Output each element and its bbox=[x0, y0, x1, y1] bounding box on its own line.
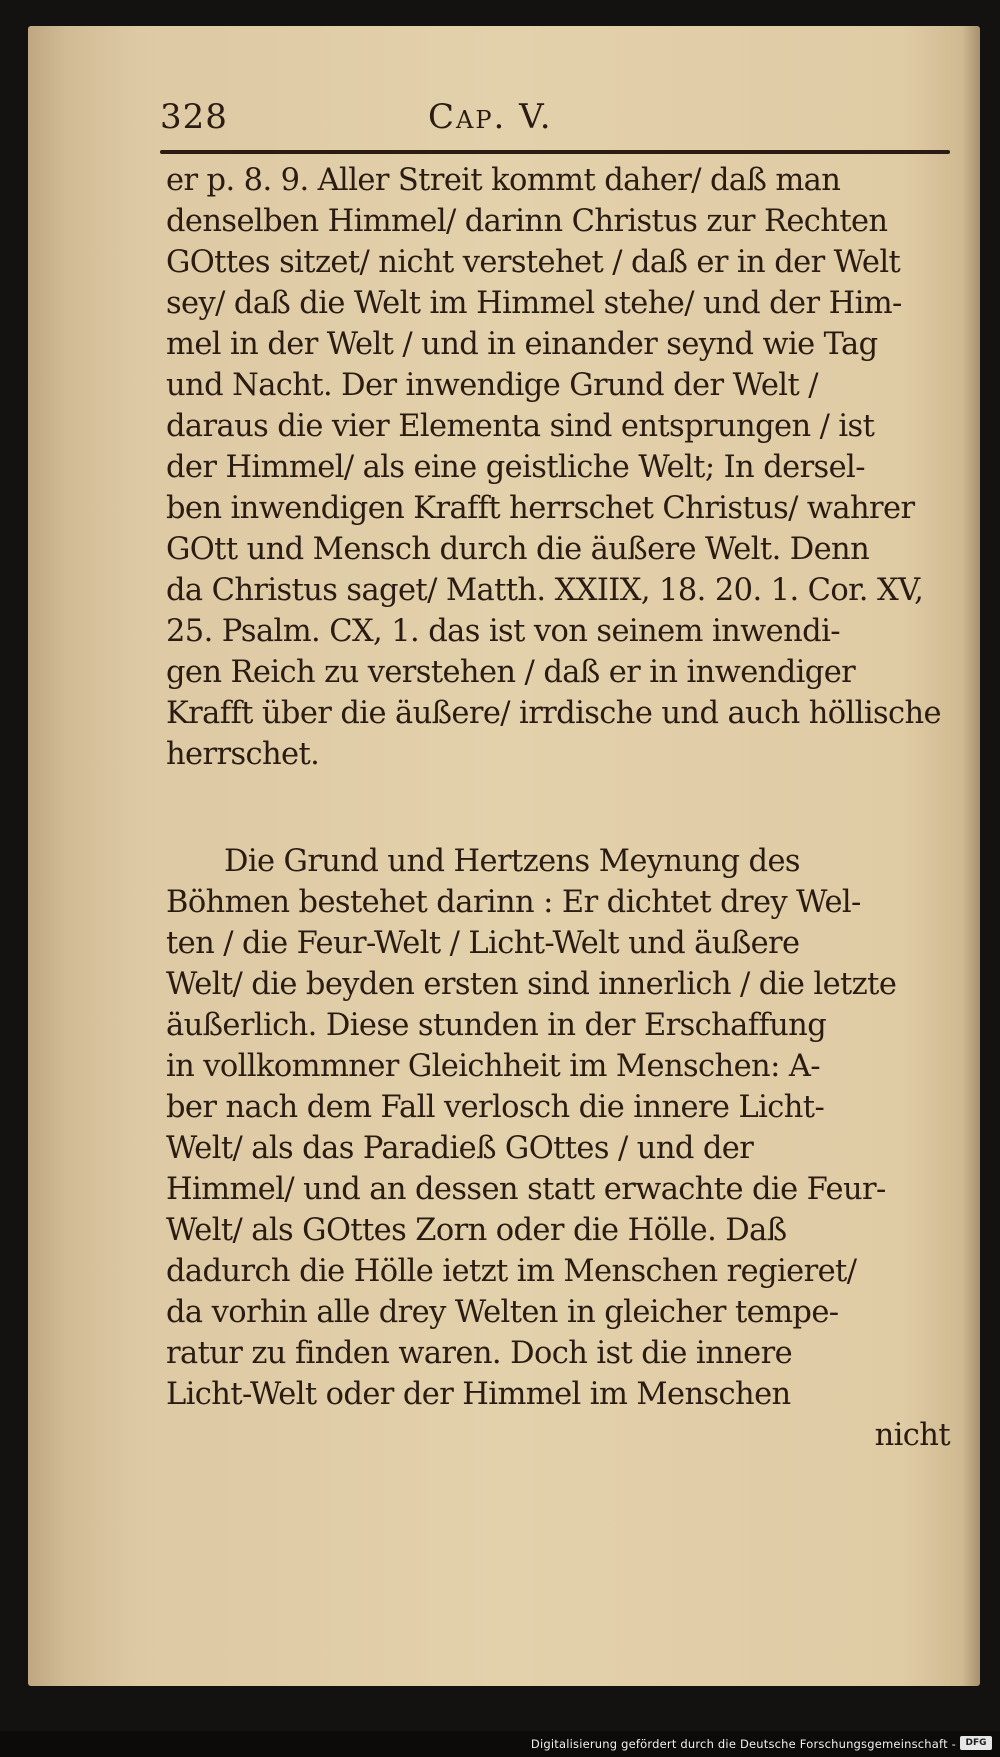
text-line: mel in der Welt / und in einander seynd wie Tag bbox=[166, 327, 878, 362]
catchword: nicht bbox=[874, 1418, 950, 1453]
running-head: Cap. V. bbox=[428, 97, 553, 137]
text-line: 25. Psalm. CX, 1. das ist von seinem inwendi- bbox=[166, 614, 840, 649]
text-line: GOttes sitzet/ nicht verstehet / daß er in der Welt bbox=[166, 245, 901, 280]
page-header bbox=[158, 97, 958, 147]
text-line: ben inwendigen Krafft herrschet Christus/ wahrer bbox=[166, 491, 915, 526]
text-line: dadurch die Hölle ietzt im Menschen regieret/ bbox=[166, 1254, 857, 1289]
text-line: Krafft über die äußere/ irrdische und auch höllische bbox=[166, 696, 942, 731]
paragraph-2 bbox=[166, 841, 956, 1456]
paper-stain bbox=[28, 26, 138, 1686]
text-line: ber nach dem Fall verlosch die innere Licht- bbox=[166, 1090, 825, 1125]
header-rule bbox=[160, 150, 950, 154]
text-line: denselben Himmel/ darinn Christus zur Rechten bbox=[166, 204, 888, 239]
page-number: 328 bbox=[160, 97, 228, 137]
text-line: Welt/ die beyden ersten sind innerlich / die letzte bbox=[166, 967, 897, 1002]
funding-note: Digitalisierung gefördert durch die Deutsche Forschungsgemeinschaft - bbox=[530, 1737, 956, 1751]
text-line: herrschet. bbox=[166, 737, 320, 772]
text-line: ten / die Feur-Welt / Licht-Welt und äußere bbox=[166, 926, 800, 961]
text-line: Licht-Welt oder der Himmel im Menschen bbox=[166, 1377, 791, 1412]
body-text bbox=[166, 160, 956, 1456]
text-line: Die Grund und Hertzens Meynung des bbox=[224, 844, 800, 879]
text-line: Böhmen bestehet darinn : Er dichtet drey Wel- bbox=[166, 885, 861, 920]
text-line: GOtt und Mensch durch die äußere Welt. Denn bbox=[166, 532, 870, 567]
text-line: Welt/ als das Paradieß GOttes / und der bbox=[166, 1131, 754, 1166]
text-line: er p. 8. 9. Aller Streit kommt daher/ daß man bbox=[166, 163, 841, 198]
text-line: da vorhin alle drey Welten in gleicher tempe- bbox=[166, 1295, 839, 1330]
page-edge-shadow bbox=[962, 26, 980, 1686]
text-line: Welt/ als GOttes Zorn oder die Hölle. Daß bbox=[166, 1213, 787, 1248]
paragraph-gap bbox=[166, 775, 956, 841]
text-line: da Christus saget/ Matth. XXIIX, 18. 20. 1. Cor. XV, bbox=[166, 573, 924, 608]
dfg-logo: DFG bbox=[960, 1736, 992, 1750]
text-line: in vollkommner Gleichheit im Menschen: A- bbox=[166, 1049, 820, 1084]
text-line: Himmel/ und an dessen statt erwachte die Feur- bbox=[166, 1172, 886, 1207]
paragraph-1 bbox=[166, 160, 956, 775]
text-line: und Nacht. Der inwendige Grund der Welt / bbox=[166, 368, 818, 403]
text-line: ratur zu finden waren. Doch ist die innere bbox=[166, 1336, 793, 1371]
text-line: gen Reich zu verstehen / daß er in inwendiger bbox=[166, 655, 856, 690]
text-line: der Himmel/ als eine geistliche Welt; In dersel- bbox=[166, 450, 865, 485]
text-line: sey/ daß die Welt im Himmel stehe/ und der Him- bbox=[166, 286, 902, 321]
text-line: daraus die vier Elementa sind entsprungen / ist bbox=[166, 409, 875, 444]
text-line: äußerlich. Diese stunden in der Erschaffung bbox=[166, 1008, 827, 1043]
